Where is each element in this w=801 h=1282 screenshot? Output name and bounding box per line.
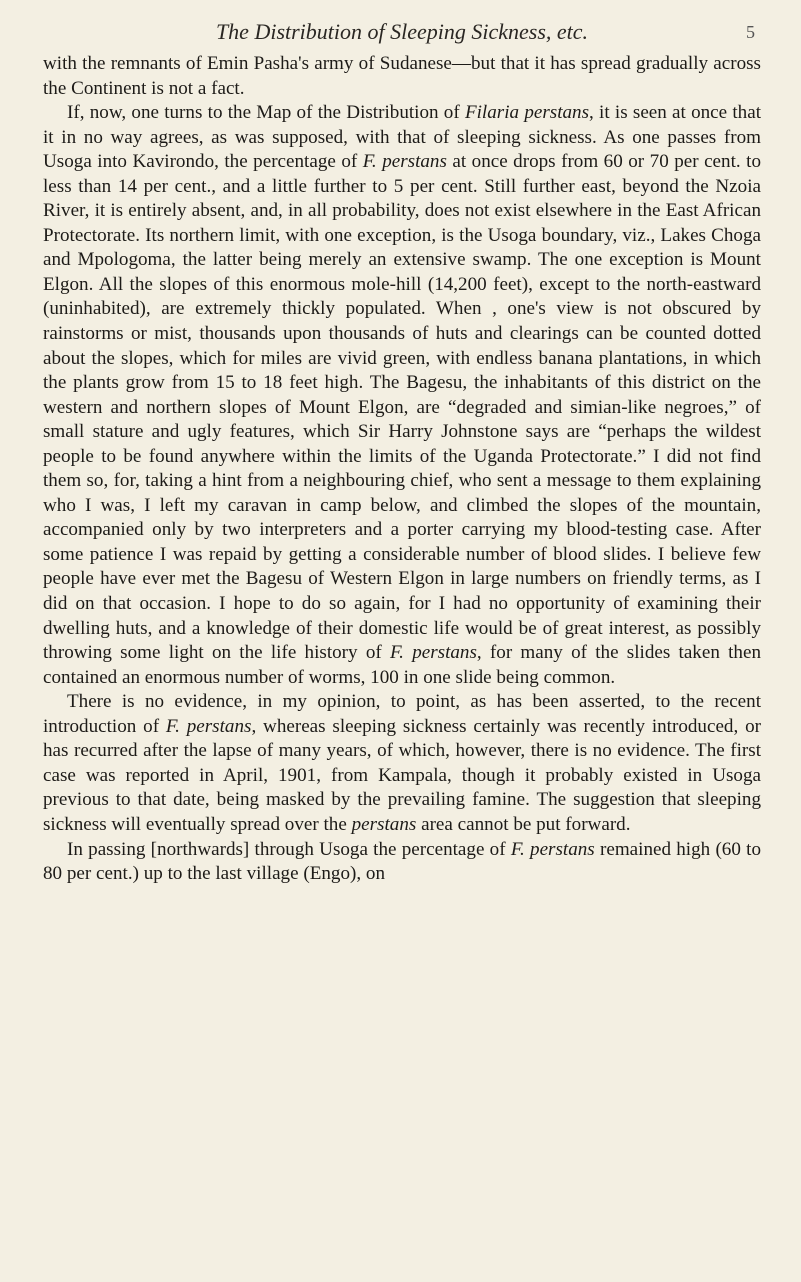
text-run: , for many of the slides taken then contained an enormous number of worms, 100 in one slide being common. (43, 642, 761, 688)
body-text (43, 52, 761, 887)
text-run: There is no evidence, in my opinion, to point, as has been asserted, to the recent introduction of (43, 691, 761, 737)
species-name: Filaria perstans (464, 102, 590, 124)
text-run: , it is seen at once that it in no way agrees, as was supposed, with that of sleeping sickness. As one passes from Usoga into Kavirondo, the percentage of (43, 102, 761, 173)
text-run: In passing [northwards] through Usoga the percentage of (67, 838, 511, 860)
species-name: F. perstans (389, 642, 477, 664)
paragraph (43, 838, 761, 887)
paragraph (43, 101, 761, 690)
text-run: remained high (60 to 80 per cent.) up to the last village (Engo), on (43, 838, 761, 885)
text-run: with the remnants of Emin Pasha's army of Sudanese—but that it has spread gradually across the Continent is not a fact. (43, 53, 761, 99)
page-number: 5 (746, 22, 755, 42)
species-name: perstans (351, 813, 417, 835)
paragraph (43, 52, 761, 101)
paragraph (43, 690, 761, 837)
species-name: F. perstans (362, 151, 447, 173)
text-run: at once drops from 60 or 70 per cent. to less than 14 per cent., and a little further to 5 per cent. Still further east, beyond the Nzoia River, it is entirely absent, and, in all probability, does not exist elsewhere in the East African Protectorate. Its northern limit, with one exception, is the Usoga boundary, viz., Lakes Choga and Mpologoma, the latter being merely an extensive swamp. The one exception is Mount Elgon. All the slopes of this enormous mole-hill (14,200 feet), except to the north-eastward (uninhabited), are extremely thickly populated. When , one's view is not obscured by rainstorms or mist, thousands upon thousands of huts and clearings can be counted dotted about the slopes, which for miles are vivid green, with endless banana plantations, in which the plants grow from 15 to 18 feet high. The Bagesu, the inhabitants of this district on the western and northern slopes of Mount Elgon, are “degraded and simian-like negroes,” of small stature and ugly features, which Sir Harry Johnstone says are “perhaps the wildest people to be found anywhere within the limits of the Uganda Protectorate.” I did not find them so, for, taking a hint from a neighbouring chief, who sent a message to them explaining who I was, I left my caravan in camp below, and climbed the slopes of the mountain, accompanied only by two interpreters and a porter carrying my blood-testing case. After some patience I was repaid by getting a considerable number of blood slides. I believe few people have ever met the Bagesu of Western Elgon in large numbers on friendly terms, as I did on that occasion. I hope to do so again, for I had no opportunity of examining their dwelling huts, and a knowledge of their domestic life would be of great interest, as possibly throwing some light on the life history of (43, 151, 761, 664)
species-name: F. perstans (510, 838, 595, 860)
text-run: , whereas sleeping sickness certainly was recently introduced, or has recurred after the lapse of many years, of which, however, there is no evidence. The first case was reported in April, 1901, from Kampala, though it probably existed in Usoga previous to that date, being masked by the prevailing famine. The suggestion that sleeping sickness will eventually spread over the (43, 715, 761, 835)
text-run: If, now, one turns to the Map of the Distribution of (67, 102, 465, 124)
species-name: F. perstans (165, 715, 252, 737)
running-header (43, 18, 761, 50)
header-title: The Distribution of Sleeping Sickness, etc. (215, 19, 589, 44)
text-run: area cannot be put forward. (416, 813, 631, 835)
